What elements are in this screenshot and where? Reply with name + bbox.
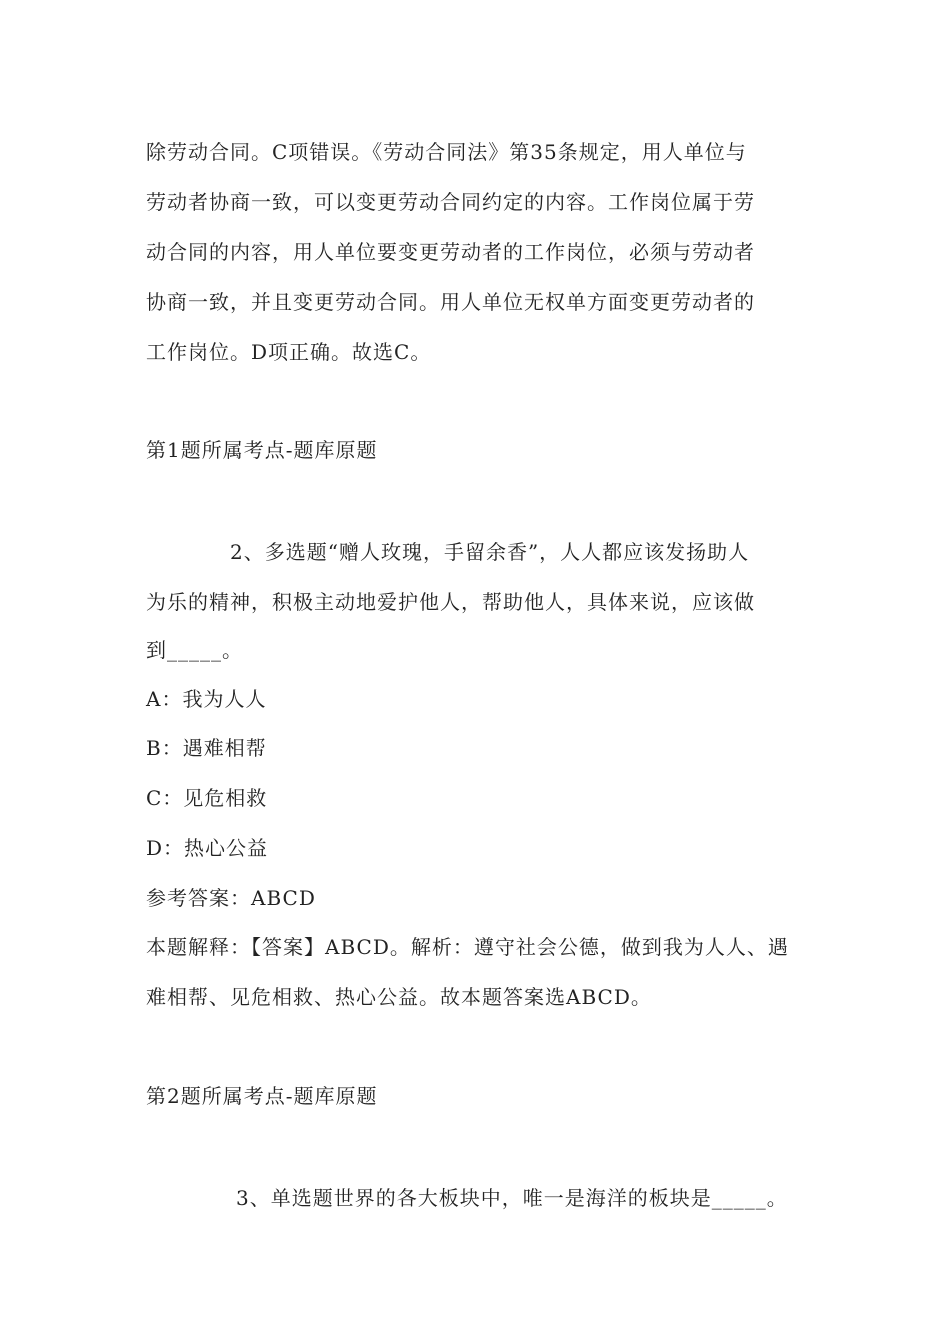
- question-1-point: 第1题所属考点-题库原题: [146, 438, 378, 462]
- explanation-line: 动合同的内容，用人单位要变更劳动者的工作岗位，必须与劳动者: [146, 240, 755, 264]
- option-c: C：见危相救: [146, 786, 268, 810]
- option-a: A：我为人人: [146, 687, 267, 711]
- option-d: D：热心公益: [146, 836, 269, 860]
- explanation-line: 本题解释：【答案】ABCD。解析：遵守社会公德，做到我为人人、遇: [146, 935, 789, 959]
- explanation-line: 工作岗位。D项正确。故选C。: [146, 340, 432, 364]
- question-2-stem-line: 2、多选题“赠人玫瑰，手留余香”，人人都应该发扬助人: [230, 540, 750, 564]
- explanation-line: 劳动者协商一致，可以变更劳动合同约定的内容。工作岗位属于劳: [146, 190, 755, 214]
- option-b: B：遇难相帮: [146, 736, 267, 760]
- explanation-line: 协商一致，并且变更劳动合同。用人单位无权单方面变更劳动者的: [146, 290, 755, 314]
- reference-answer: 参考答案：ABCD: [146, 886, 316, 910]
- question-2-stem-line: 到_____。: [146, 638, 243, 662]
- question-2-stem-line: 为乐的精神，积极主动地爱护他人，帮助他人，具体来说，应该做: [146, 590, 755, 614]
- explanation-line: 除劳动合同。C项错误。《劳动合同法》第35条规定，用人单位与: [146, 140, 747, 164]
- question-2-point: 第2题所属考点-题库原题: [146, 1084, 378, 1108]
- explanation-line: 难相帮、见危相救、热心公益。故本题答案选ABCD。: [146, 985, 652, 1009]
- question-3-stem: 3、单选题世界的各大板块中，唯一是海洋的板块是_____。: [236, 1186, 788, 1210]
